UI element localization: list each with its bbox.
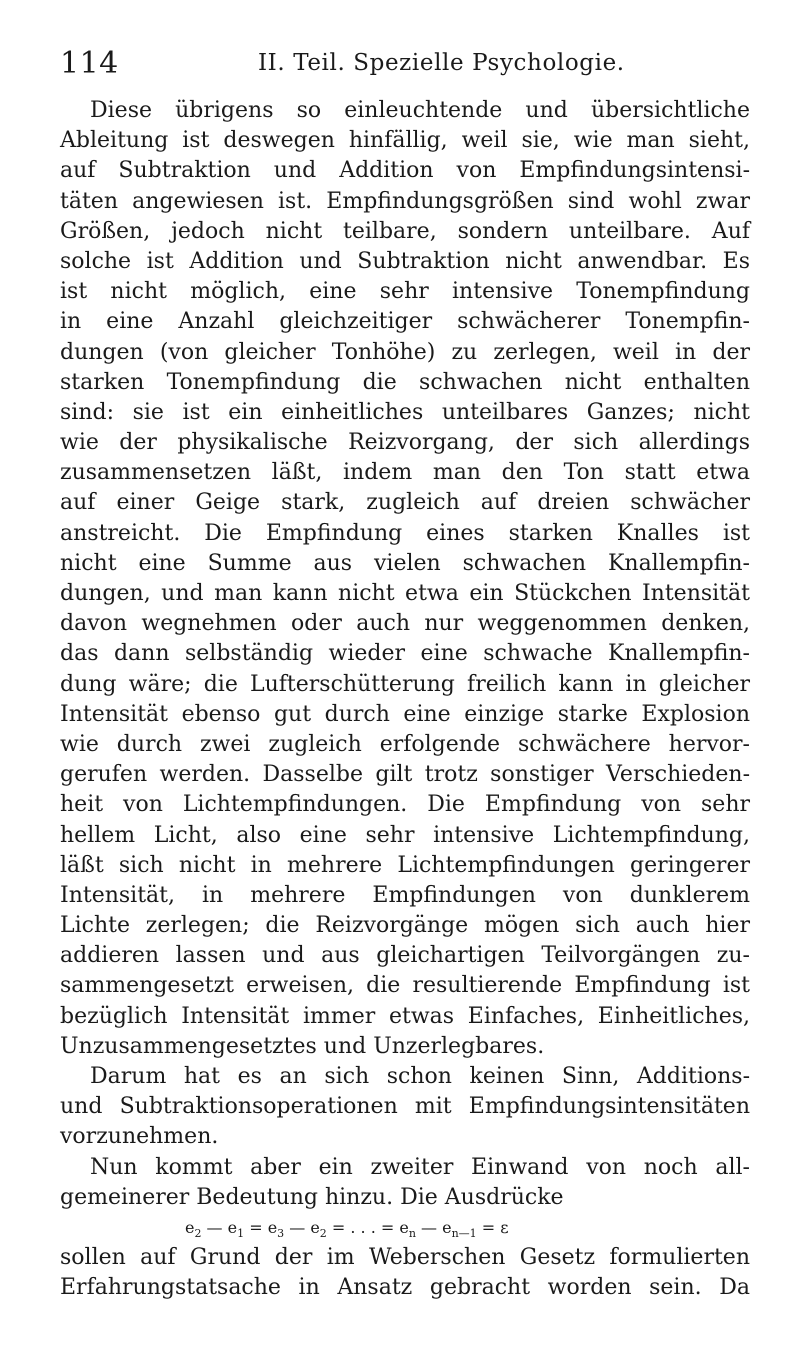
- text-line: und Subtraktionsoperationen mit Empfindungsintensitäten: [60, 1094, 750, 1120]
- text-line: sind: sie ist ein einheitliches unteilbares Ganzes; nicht: [60, 399, 750, 425]
- formula-subscript: 2: [319, 1227, 327, 1241]
- formula-part: — e: [415, 1217, 452, 1237]
- formula-part: = ε: [476, 1217, 509, 1237]
- text-line: anstreicht. Die Empfindung eines starken Knalles ist: [60, 520, 750, 546]
- text-line: täten angewiesen ist. Empfindungsgrößen sind wohl zwar: [60, 188, 750, 214]
- formula-subscript: n: [408, 1227, 416, 1241]
- text-line: Darum hat es an sich schon keinen Sinn, Additions-: [90, 1064, 750, 1089]
- formula-part: = . . . = e: [326, 1217, 409, 1237]
- text-line: vorzunehmen.: [60, 1124, 219, 1150]
- running-head: [60, 46, 750, 86]
- text-line: hellem Licht, also eine sehr intensive Lichtempfindung,: [60, 822, 750, 848]
- text-line: dung wäre; die Lufterschütterung freilich kann in gleicher: [60, 671, 750, 697]
- text-line: Intensität, in mehrere Empfindungen von dunklerem: [60, 882, 750, 908]
- formula-part: — e: [201, 1217, 238, 1237]
- text-line: wie der physikalische Reizvorgang, der sich allerdings: [60, 430, 750, 456]
- text-line: auf einer Geige stark, zugleich auf dreien schwächer: [60, 490, 750, 516]
- formula-part: e: [185, 1217, 195, 1237]
- text-line: sammengesetzt erweisen, die resultierende Empfindung ist: [60, 973, 750, 999]
- text-line: Ableitung ist deswegen hinfällig, weil sie, wie man sieht,: [60, 128, 750, 154]
- text-line: starken Tonempfindung die schwachen nicht enthalten: [60, 369, 750, 395]
- running-head-title: II. Teil. Spezielle Psychologie.: [258, 50, 625, 76]
- text-line: addieren lassen und aus gleichartigen Teilvorgängen zu-: [60, 943, 750, 969]
- text-line: davon wegnehmen oder auch nur weggenommen denken,: [60, 611, 750, 637]
- text-line: wie durch zwei zugleich erfolgende schwächere hervor-: [60, 731, 750, 757]
- formula-subscript: 3: [277, 1227, 285, 1241]
- text-line: Lichte zerlegen; die Reizvorgänge mögen sich auch hier: [60, 913, 750, 939]
- text-line: das dann selbständig wieder eine schwache Knallempfin-: [60, 641, 750, 667]
- text-line: gerufen werden. Dasselbe gilt trotz sonstiger Verschieden-: [60, 762, 750, 788]
- formula-part: — e: [284, 1217, 320, 1237]
- text-line: nicht eine Summe aus vielen schwachen Knallempfin-: [60, 550, 750, 576]
- text-line: Unzusammengesetztes und Unzerlegbares.: [60, 1033, 545, 1059]
- text-line: in eine Anzahl gleichzeitiger schwächerer Tonempfin-: [60, 309, 750, 335]
- text-line: Größen, jedoch nicht teilbare, sondern unteilbare. Auf: [60, 218, 750, 244]
- text-line: Nun kommt aber ein zweiter Einwand von noch all-: [90, 1154, 750, 1180]
- formula-part: = e: [244, 1217, 278, 1237]
- text-line: auf Subtraktion und Addition von Empfindungsintensi-: [60, 158, 750, 184]
- text-line: ist nicht möglich, eine sehr intensive Tonempfindung: [60, 279, 750, 305]
- text-line: gemeinerer Bedeutung hinzu. Die Ausdrücke: [60, 1184, 564, 1210]
- formula-subscript: n—1: [451, 1227, 477, 1241]
- text-line: solche ist Addition und Subtraktion nicht anwendbar. Es: [60, 248, 750, 274]
- text-line: zusammensetzen läßt, indem man den Ton statt etwa: [60, 460, 750, 486]
- text-line: sollen auf Grund der im Weberschen Gesetz formulierten: [60, 1245, 750, 1271]
- text-line: Diese übrigens so einleuchtende und übersichtliche: [90, 98, 750, 123]
- formula: [60, 1213, 750, 1243]
- formula-subscript: 1: [237, 1227, 245, 1241]
- body-text: [60, 96, 750, 1304]
- text-line: Intensität ebenso gut durch eine einzige starke Explosion: [60, 701, 750, 727]
- text-line: Erfahrungstatsache in Ansatz gebracht worden sein. Da: [60, 1275, 750, 1301]
- text-line: läßt sich nicht in mehrere Lichtempfindungen geringerer: [60, 852, 750, 878]
- page-number: 114: [60, 46, 119, 81]
- text-line: dungen (von gleicher Tonhöhe) zu zerlegen, weil in der: [60, 339, 750, 365]
- text-line: heit von Lichtempfindungen. Die Empfindung von sehr: [60, 792, 750, 818]
- text-line: dungen, und man kann nicht etwa ein Stückchen Intensität: [60, 581, 750, 606]
- formula-subscript: 2: [194, 1227, 202, 1241]
- text-line: bezüglich Intensität immer etwas Einfaches, Einheitliches,: [60, 1003, 750, 1029]
